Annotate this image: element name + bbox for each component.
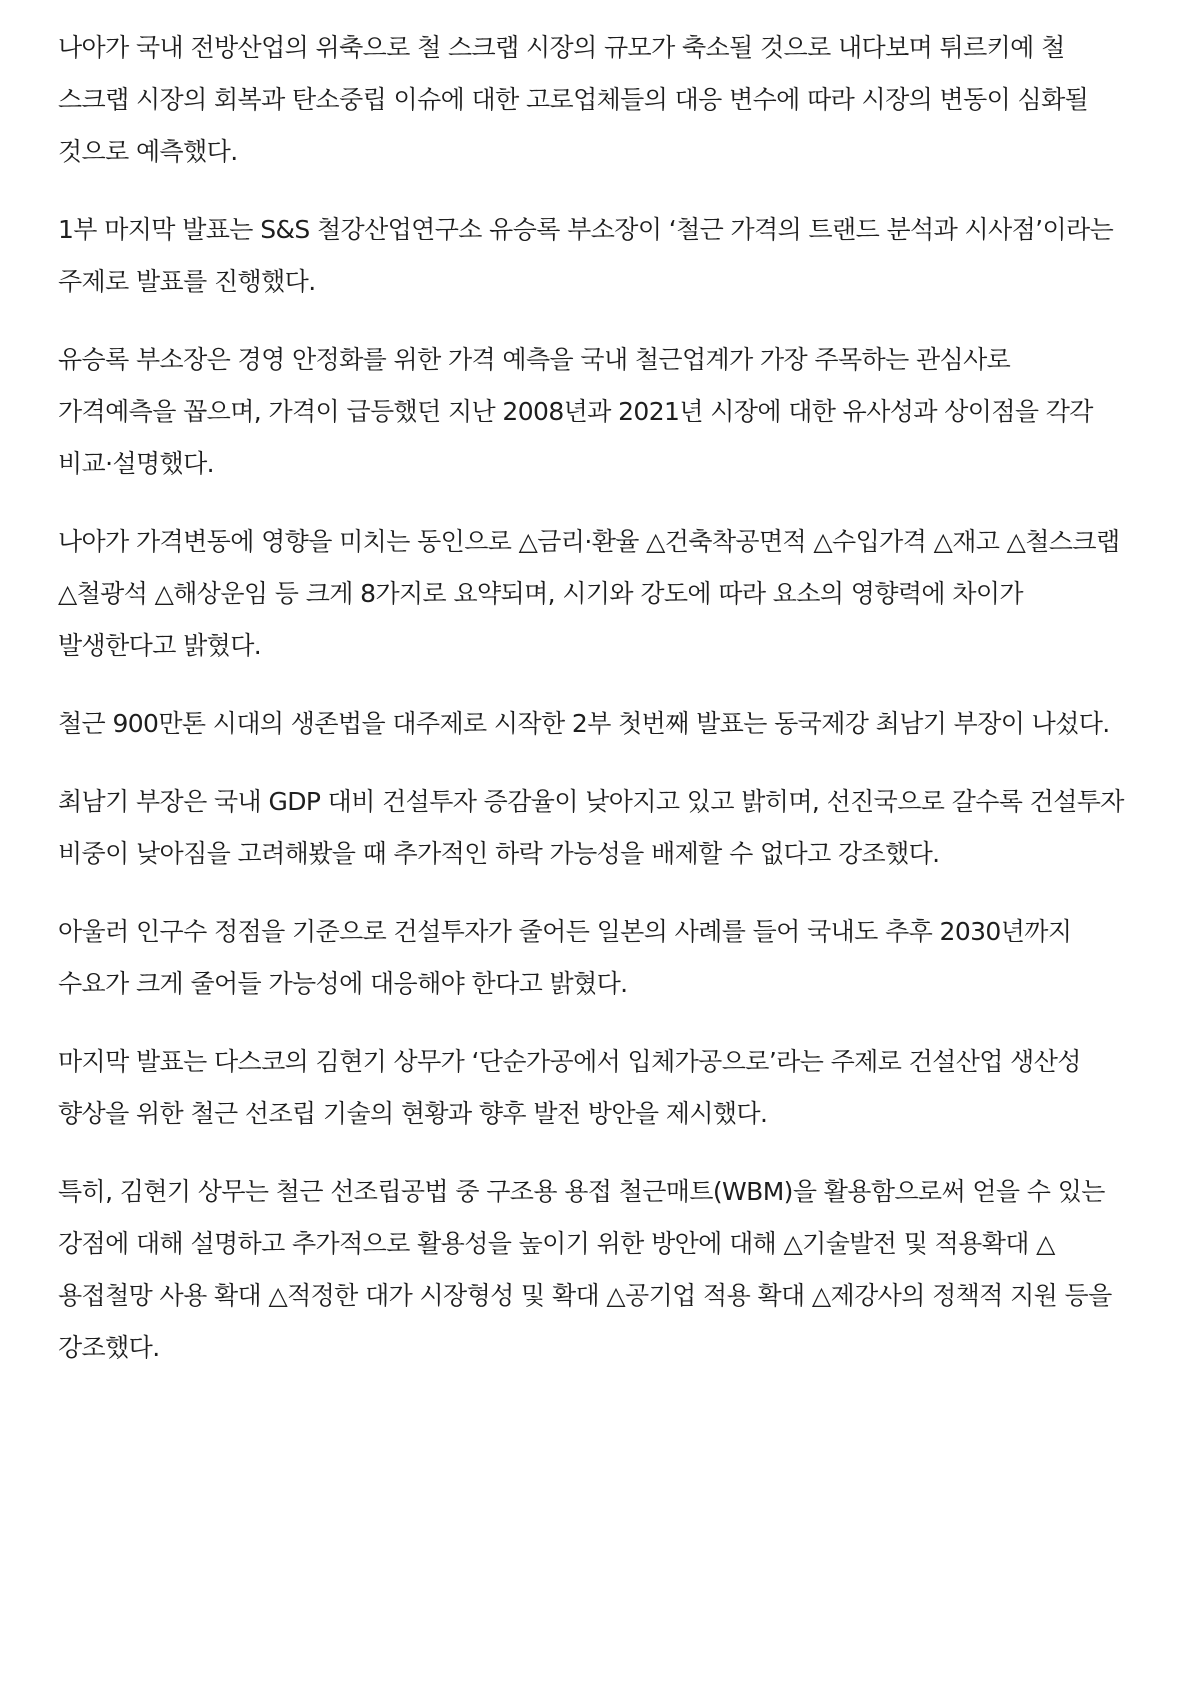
article-paragraph: 최남기 부장은 국내 GDP 대비 건설투자 증감율이 낮아지고 있고 밝히며, 선진국으로 갈수록 건설투자 비중이 낮아짐을 고려해봤을 때 추가적인 하락 가능성을 배제할 수 없다고 강조했다. [58, 787, 1124, 868]
article-paragraph: 마지막 발표는 다스코의 김현기 상무가 ‘단순가공에서 입체가공으로’라는 주제로 건설산업 생산성 향상을 위한 철근 선조립 기술의 현황과 향후 발전 방안을 제시했다. [58, 1047, 1081, 1128]
article-paragraph: 나아가 국내 전방산업의 위축으로 철 스크랩 시장의 규모가 축소될 것으로 내다보며 튀르키예 철 스크랩 시장의 회복과 탄소중립 이슈에 대한 고로업체들의 대응 변수에 따라 시장의 변동이 심화될 것으로 예측했다. [58, 33, 1089, 166]
article-body [58, 22, 1133, 1400]
article-paragraph: 철근 900만톤 시대의 생존법을 대주제로 시작한 2부 첫번째 발표는 동국제강 최남기 부장이 나섰다. [58, 709, 1110, 738]
article-paragraph: 나아가 가격변동에 영향을 미치는 동인으로 △금리·환율 △건축착공면적 △수입가격 △재고 △철스크랩 △철광석 △해상운임 등 크게 8가지로 요약되며, 시기와 강도에 따라 요소의 영향력에 차이가 발생한다고 밝혔다. [58, 527, 1120, 660]
article-paragraph: 1부 마지막 발표는 S&S 철강산업연구소 유승록 부소장이 ‘철근 가격의 트랜드 분석과 시사점’이라는 주제로 발표를 진행했다. [58, 215, 1114, 296]
article-paragraph: 아울러 인구수 정점을 기준으로 건설투자가 줄어든 일본의 사례를 들어 국내도 추후 2030년까지 수요가 크게 줄어들 가능성에 대응해야 한다고 밝혔다. [58, 917, 1072, 998]
article-paragraph: 유승록 부소장은 경영 안정화를 위한 가격 예측을 국내 철근업계가 가장 주목하는 관심사로 가격예측을 꼽으며, 가격이 급등했던 지난 2008년과 2021년 시장에 대한 유사성과 상이점을 각각 비교·설명했다. [58, 345, 1093, 478]
article-paragraph: 특히, 김현기 상무는 철근 선조립공법 중 구조용 용접 철근매트(WBM)을 활용함으로써 얻을 수 있는 강점에 대해 설명하고 추가적으로 활용성을 높이기 위한 방안에 대해 △기술발전 및 적용확대 △용접철망 사용 확대 △적정한 대가 시장형성 및 확대 △공기업 적용 확대 △제강사의 정책적 지원 등을 강조했다. [58, 1177, 1112, 1362]
